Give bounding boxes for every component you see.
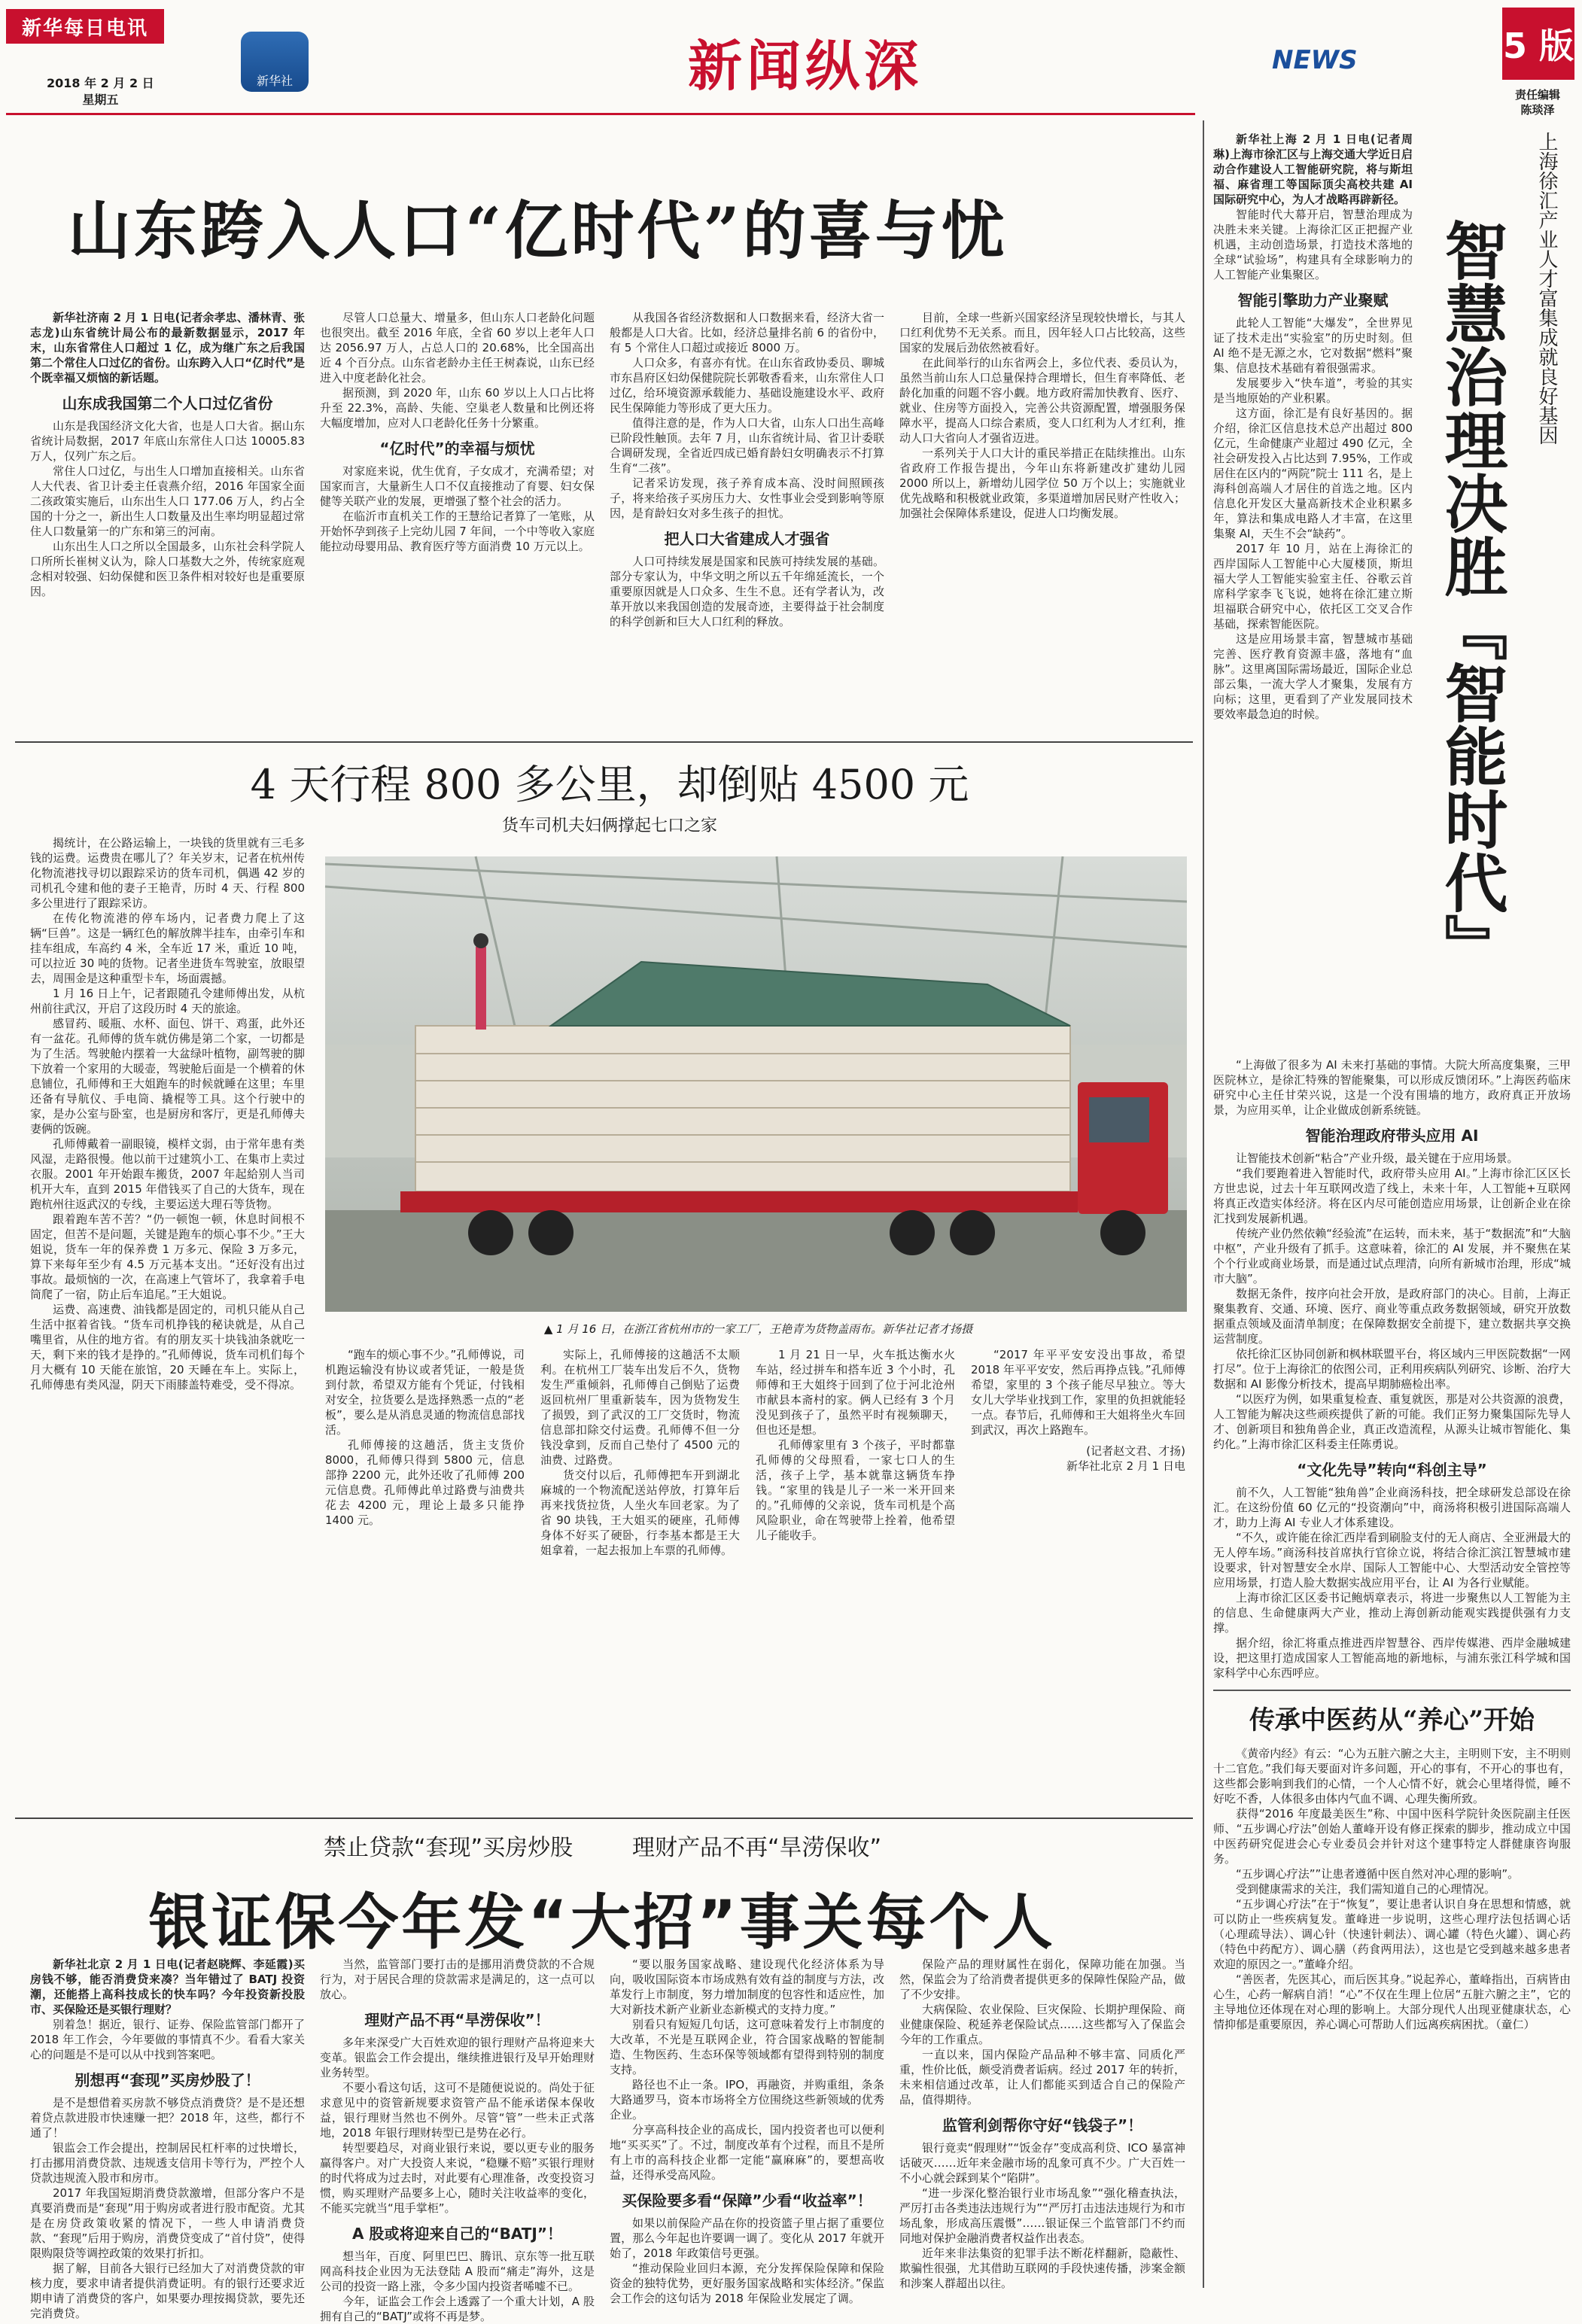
news-logo-text: NEWS bbox=[1272, 45, 1358, 75]
sidebar-para: “五步调心疗法”在于“恢复”，要让患者认识自身在思想和情感，就可以防止一些疾病复发。董峰进一步说明，这些心理疗法包括调心话（心理疏导法）、调心针（快速针刺法）、调心罐（特色火罐）、调心药（特色中药配方）、调心膳（药食两用法），这也是它受到越来越多患者欢迎的原因之一。”董峰介绍。 bbox=[1213, 1897, 1571, 1971]
article3-col2 bbox=[320, 1957, 595, 2323]
article2-para: 1 月 21 日一早，火车抵达衡水火车站，经过拼车和搭车近 3 个小时，孔师傅和王大姐终于回到了位于河北沧州市献县本斋村的家。俩人已经有 3 个月没见到孩子了，虽然平时有视频聊天，但也还是想。 bbox=[756, 1348, 955, 1437]
article1-sub3: 把人口大省建成人才强省 bbox=[664, 530, 830, 548]
article2-para: 实际上，孔师傅接的这趟活不太顺利。在杭州工厂装车出发后不久，货物发生严重倾斜，孔师傅自己倒贴了运费返回杭州厂里重新装车，因为货物发生了损毁，到了武汉的工厂交货时，物流信息部扣除交付运费。孔师傅不但一分钱没拿到，反而自己垫付了 4500 元的油费、过路费。 bbox=[540, 1348, 740, 1467]
article3-lead: 新华社北京 2 月 1 日电(记者赵晓辉、李延霞)买房钱不够，能否消费贷来凑？当年错过了 BATJ 投资潮，还能搭上高科技成长的快车吗？今年投资新投股市、买保险还是买银行理财？ bbox=[30, 1957, 305, 2016]
article2-para: 孔师傅家里有 3 个孩子，平时都靠孔师傅的父母照看，一家七口人的生活，孩子上学，基本就靠这辆货车挣钱。“家里的钱是儿子一米一米开回来的。”孔师傅的父亲说，货车司机是个高风险职业，命在驾驶带上拴着，他希望儿子能收手。 bbox=[756, 1438, 955, 1542]
sidebar-para: 让智能技术创新“粘合”产业升级，最关键在于应用场景。 bbox=[1236, 1151, 1519, 1165]
sidebar-headline: 智慧治理决胜『智能时代』 bbox=[1434, 218, 1509, 977]
article3-para: 银监会工作会提出，控制居民杠杆率的过快增长，打击挪用消费贷款、违规透支信用卡等行为，严控个人贷款违规流入股市和房市。 bbox=[30, 2141, 305, 2185]
article3-para: 近年来非法集资的犯罪手法不断花样翻新，隐蔽性、欺骗性很强，尤其借助互联网的手段快速传播，涉案金额和涉案人群超出以往。 bbox=[899, 2246, 1185, 2290]
article3-para: 当然，监管部门要打击的是挪用消费贷款的不合规行为，对于居民合理的贷款需求是满足的，这一点可以放心。 bbox=[320, 1957, 595, 2001]
sidebar-para: 智能时代大幕开启，智慧治理成为决胜未来关键。上海徐汇区正把握产业机遇，主动创造场景，打造技术落地的全球“试验场”，构建具有全球影响力的人工智能产业集聚区。 bbox=[1213, 208, 1413, 281]
article3-col4 bbox=[899, 1957, 1185, 2288]
sidebar-para: “上海做了很多为 AI 未来打基础的事情。大院大所高度集聚，三甲医院林立，是徐汇特殊的智能聚集，可以形成反馈闭环。”上海医药临床研究中心主任甘荣兴说，这是一个没有围墙的地方，政府真正开放场景，为应用买单，让企业做成创新系统链。 bbox=[1213, 1058, 1571, 1117]
article1-para: 常住人口过亿，与出生人口增加直接相关。山东省人大代表、省卫计委主任袁燕介绍，2016 年国家全面二孩政策实施后，山东出生人口 177.06 万人，约占全国的十分之一，新出生人口数量及出生率均明显超过常住人口数量第一的广东和第三的河南。 bbox=[30, 464, 305, 538]
sidebar-sub2: 智能治理政府带头应用 AI bbox=[1305, 1127, 1479, 1145]
article1-lead: 新华社济南 2 月 1 日电(记者余孝忠、潘林青、张志龙)山东省统计局公布的最新数据显示，2017 年末，山东省常住人口超过 1 亿，成为继广东之后我国第二个常住人口过亿的省份。山东跨入人口“亿时代”是个既幸福又烦恼的新话题。 bbox=[30, 311, 305, 385]
article3-para: 想当年，百度、阿里巴巴、腾讯、京东等一批互联网高科技企业因为无法登陆 A 股而“痛走”海外，这是公司的投资一路上涨，令多少国内投资者唏嘘不已。 bbox=[320, 2249, 595, 2293]
sidebar-divider bbox=[1203, 120, 1204, 2288]
sidebar-para: 受到健康需求的关注，我们需知道自己的心理情况。 bbox=[1236, 1882, 1496, 1896]
worker-figure bbox=[476, 947, 486, 1030]
sidebar-para: 数据无条件，按序向社会开放，是政府部门的决心。目前，上海正聚集教育、交通、环境、医疗、商业等重点政务数据领域，研究开放数据重点领域及面清单制度；在保障数据安全前提下，建立数据共享交换运营制度。 bbox=[1213, 1287, 1571, 1346]
article1-para: 人口可持续发展是国家和民族可持续发展的基础。部分专家认为，中华文明之所以五千年绵延流长，一个重要原因就是人口众多、生生不息。还有学者认为，改革开放以来我国创造的发展奇迹，主要得益于社会制度的科学创新和巨大人口红利的释放。 bbox=[610, 555, 884, 628]
article3-col3 bbox=[610, 1957, 884, 2305]
sidebar-lead: 新华社上海 2 月 1 日电(记者周琳)上海市徐汇区与上海交通大学近日启动合作建设人工智能研究院，将与斯坦福、麻省理工等国际顶尖高校共建 AI 国际研究中心，为人才战略再辟新径。 bbox=[1213, 132, 1413, 206]
sidebar-col-top bbox=[1213, 132, 1413, 1054]
sidebar-para: “五步调心疗法””让患者遵循中医自然对冲心理的影响”。 bbox=[1236, 1867, 1520, 1881]
article1-para: 人口众多，有喜亦有忧。在山东省政协委员、聊城市东昌府区妇幼保健院院长郭敬香看来，山东常住人口过亿，给环境资源承载能力、基础设施建设水平、政府民生保障能力等形成了更大压力。 bbox=[610, 356, 884, 415]
article3-para: 一直以来，国内保险产品品种不够丰富、同质化严重，性价比低，颇受消费者诟病。经过 2017 年的转折，未来相信通过改革，让人们都能买到适合自己的保险产品，值得期待。 bbox=[899, 2048, 1185, 2107]
sidebar-para: 依托徐汇区协同创新和枫林联盟平台，将区域内三甲医院数据“一网打尽”。位于上海徐汇的依图公司，正利用疾病队列研究、诊断、治疗大数据和 AI 影像分析技术，提高早期肺癌检出率。 bbox=[1213, 1347, 1571, 1391]
page-number-box: 5 版 bbox=[1502, 8, 1574, 80]
article2-para: 货交付以后，孔师傅把车开到湖北麻城的一个物流配送站停放，打算年后再来找货拉货，人坐火车回老家。为了省 90 块钱，王大姐买的硬座，孔师傅身体不好买了硬卧，行李基本都是王大姐拿着，一起去报加上车票的孔师傅。 bbox=[540, 1468, 740, 1557]
xinhua-logo bbox=[241, 32, 309, 92]
sidebar-kicker: 上海徐汇产业人才富集成就良好基因 bbox=[1535, 132, 1558, 445]
article3-para: 2017 年我国短期消费贷款激增，但部分客户不是真要消费而是“套现”用于购房或者进行股市配资。尤其是在房贷政策收紧的情况下，一些人申请消费贷款、“套现”后用于购房，消费贷变成了“首付贷”，使得限购限贷等调控政策的效果打折扣。 bbox=[30, 2186, 305, 2260]
article1-headline: 山东跨入人口“亿时代”的喜与忧 bbox=[68, 193, 1008, 268]
article1-para: 对家庭来说，优生优育，子女成才，充满希望；对国家而言，大量新生人口不仅直接推动了育婴、妇女保健等关联产业的发展，更增强了整个社会的活力。 bbox=[320, 464, 595, 508]
xinhua-logo-text: 新华社 bbox=[256, 74, 293, 88]
article2-para: 孔师傅戴着一副眼镜，模样文弱，由于常年患有类风湿，走路很慢。他以前干过建筑小工、在集市上卖过衣服。2001 年开始跟车搬货，2007 年起給别人当司机开大车，直到 2015 年借钱买了自己的大货车，现在跑杭州往返武汉的专线，主要运送大理石等货物。 bbox=[30, 1137, 305, 1211]
article3-para: “要以服务国家战略、建设现代化经济体系为导向，吸收国际资本市场成熟有效有益的制度与方法，改革发行上市制度，努力增加制度的包容性和适应性，加大对新技术新产业新业态新模式的支持力度。” bbox=[610, 1957, 884, 2016]
article1-para: 在临沂市直机关工作的王慧给记者算了一笔账，从开始怀孕到孩子上完幼儿园 7 年间，一个中等收入家庭能拉动母婴用品、教育医疗等方面消费 10 万元以上。 bbox=[320, 510, 595, 553]
article1-para: 从我国各省经济数据和人口数据来看，经济大省一般都是人口大省。比如，经济总量排名前 6 的省份中，有 5 个常住人口超过或接近 8000 万。 bbox=[610, 311, 884, 354]
sidebar-para: 前不久，人工智能“独角兽”企业商汤科技，把全球研发总部设在徐汇。在这纷份值 60 亿元的“投资潮向”中，商汤将积极引进国际高端人才，助力上海 AI 专业人才体系建设。 bbox=[1213, 1486, 1571, 1529]
article1-para: 尽管人口总量大、增量多，但山东人口老龄化问题也很突出。截至 2016 年底，全省 60 岁以上老年人口达 2056.97 万人，占总人口的 20.68%，比全国高出近 4 个百分点。山东省老龄办主任王树森说，山东已经进入中度老龄化社会。 bbox=[320, 311, 595, 385]
article2-col1 bbox=[30, 835, 305, 1810]
article2-para: 在传化物流港的停车场内，记者费力爬上了这辆“巨兽”。这是一辆红色的解放牌半挂车，由牵引车和挂车组成，车高约 4 米，全车近 17 米，重近 10 吨，可以拉近 30 吨的货物。记者坐进货车驾驶室，放眼望去，周围金是这种重型卡车，场面震撼。 bbox=[30, 911, 305, 985]
issue-weekday: 星期五 bbox=[82, 93, 119, 107]
sidebar-sub3: “文化先导”转向“科创主导” bbox=[1297, 1461, 1487, 1479]
article1-col1 bbox=[30, 310, 305, 732]
article2-para: “2017 年平平安安没出事故，希望 2018 年平平安安，然后再挣点钱。”孔师傅希望，家里的 3 个孩子能尽早独立。等大女儿大学毕业找到工作，家里的负担就能轻一点。春节后，孔师傅和王大姐将坐火车回到武汉，再次上路跑车。 bbox=[971, 1348, 1186, 1437]
article2-col4 bbox=[756, 1347, 955, 1810]
article3-kicker-right: 理财产品不再“旱涝保收” bbox=[632, 1835, 882, 1861]
sidebar-para: 2017 年 10 月，站在上海徐汇的西岸国际人工智能中心大厦楼顶，斯坦福大学人工智能实验室主任、谷歌云首席科学家李飞飞说，她将在徐汇建立斯坦福联合研究中心，依托区工交叉合作基础，探索智能医院。 bbox=[1213, 542, 1413, 631]
article3-para: 是不是想借着买房款不够贷点消费贷？是不是还想着贷点款进股市快速赚一把？2018 年，这些，都行不通了！ bbox=[30, 2096, 305, 2140]
sidebar-para: “我们要跑着进入智能时代，政府带头应用 AI。”上海市徐汇区区长方世忠说，过去十年互联网改造了线上，未来十年，人工智能+互联网将真正改造实体经济。将在区内尽可能创造应用场景，让创新企业在徐汇找到发展新机遇。 bbox=[1213, 1167, 1571, 1225]
editor-label: 责任编辑 bbox=[1514, 88, 1560, 102]
article1-sub2: “亿时代”的幸福与烦忧 bbox=[379, 440, 535, 458]
article-divider bbox=[15, 1818, 1193, 1819]
sidebar-sub1: 智能引擎助力产业聚赋 bbox=[1237, 291, 1389, 309]
worker-head bbox=[473, 933, 488, 948]
article1-col4 bbox=[899, 310, 1185, 732]
article3-sub2: 理财产品不再“旱涝保收”！ bbox=[364, 2011, 550, 2029]
sidebar-para: 发展要步入“快车道”，考验的其实是当地原始的产业积累。 bbox=[1213, 376, 1413, 405]
article3-para: 如果以前保险产品在你的投资篮子里占据了重要位置，那么今年起也许要调一调了。变化从 2017 年就开始了，2018 年政策信号更强。 bbox=[610, 2216, 884, 2260]
sidebar-para: “善医者，先医其心，而后医其身。”说起养心，董峰指出，百病皆由心生，心药一解病自消！“心”不仅在生理上位居“五脏六腑之主”，它的主导地位还体现在对心理的影响上。大部分现代人出现亚健康状态，心情抑郁是重要原因，养心调心可帮助人们远离疾病困扰。（童仁） bbox=[1213, 1973, 1571, 2031]
truck-window bbox=[1089, 1097, 1149, 1142]
truck-photo-image bbox=[325, 856, 1187, 1312]
sidebar-para: 上海市徐汇区区委书记鲍炳章表示，将进一步聚焦以人工智能为主的信息、生命健康两大产业，推动上海创新动能观实践提供强有力支撑。 bbox=[1213, 1591, 1571, 1635]
article1-sub1: 山东成我国第二个人口过亿省份 bbox=[62, 394, 273, 412]
sidebar-col-bottom bbox=[1213, 1746, 1571, 2288]
article2-headline: 4 天行程 800 多公里，却倒贴 4500 元 bbox=[250, 761, 969, 808]
article2-col3 bbox=[540, 1347, 740, 1810]
article3-para: 今年，证监会工作会上透露了一个重大计划，A 股拥有自己的“BATJ”或将不再是梦。 bbox=[320, 2295, 595, 2323]
article2-para: 跟着跑车苦不苦？“仍一顿饱一顿，休息时间根不固定，但苦不是问题，关键是跑车的烦心事不少。”王大姐说，货车一年的保养费 1 万多元、保险 3 万多元，算下来每年至少有 4.5 万元基本支出。“还好没有出过事故。最烦恼的一次，在高速上气管坏了，我拿着手电筒爬了一宿，防止后车追尾。”王大姐说。 bbox=[30, 1212, 305, 1301]
article3-para: 多年来深受广大百姓欢迎的银行理财产品将迎来大变革。银监会工作会提出，继续推进银行及早开始理财业务转型。 bbox=[320, 2036, 595, 2079]
article3-kicker-left: 禁止贷款“套现”买房炒股 bbox=[324, 1835, 573, 1861]
article1-para: 目前，全球一些新兴国家经济呈现较快增长，与其人口红利优势不无关系。而且，因年轻人口占比较高，这些国家的发展后劲依然被看好。 bbox=[899, 311, 1185, 354]
article1-col3 bbox=[610, 310, 884, 732]
sidebar-para: 《黄帝内经》有云：“心为五脏六腑之大主，主明则下安，主不明则十二官危。”我们每天要面对许多问题，开心的事有，不开心的事也有，这些都会影响到我们的心情，一个人心情不好，就会心里堵得慌，睡不好吃不香，人体很多由体内气血不调、心理失衡所致。 bbox=[1213, 1747, 1571, 1805]
photo-caption: ▲ 1 月 16 日，在浙江省杭州市的一家工厂，王艳青为货物盖雨布。新华社记者才扬摄 bbox=[543, 1322, 973, 1336]
article3-para: 银行竟卖“假理财”“饭金存”变成高利贷、ICO 暴富神话破灭……近年来金融市场的乱象可真不少。广大百姓一不小心就会踩到某个“陷阱”。 bbox=[899, 2141, 1185, 2185]
article3-para: 分享高科技企业的高成长，国内投资者也可以便利地“买买买”了。不过，制度改革有个过程，而且不是所有上市的高科技企业都一定能“赢麻麻”的，要想高收益，还得承受高风险。 bbox=[610, 2123, 884, 2182]
article2-para: “跑车的烦心事不少。”孔师傅说，司机跑运输没有协议或者凭证，一般是货到付款，希望双方能有个凭证，付钱相对安全，拉货要么是选择熟悉一点的“老板”，要么是从消息灵通的物流信息部找活。 bbox=[325, 1348, 525, 1437]
editor-block bbox=[1504, 87, 1571, 117]
article1-para: 山东是我国经济文化大省，也是人口大省。据山东省统计局数据，2017 年底山东常住人口达 10005.83 万人，仅列广东之后。 bbox=[30, 419, 305, 463]
sidebar-para: 传统产业仍然依赖“经验流”在运转，而未来，基于“数据流”和“大脑中枢”，产业升级有了抓手。这意味着，徐汇的 AI 发展，并不聚焦在某个个行业或商业场景，而是通过试点理清，向所有新城市治理，形成“城市大脑”。 bbox=[1213, 1227, 1571, 1285]
article3-para: 转型要趋尽，对商业银行来说，要以更专业的服务赢得客户。对广大投资人来说，“稳赚不赔”买银行理财的时代将成为过去时，对此要有心理准备，改变投资习惯，购买理财产品要多上心，随时关注收益率的变化，不能买完就当“甩手掌柜”。 bbox=[320, 2141, 595, 2215]
article3-para: 不要小看这句话，这可不是随便说说的。尚处于征求意见中的资管新规要求资管产品不能承诺保本保收益，银行理财当然也不例外。尽管“管”一些未正式落地，2018 年银行理财转型已是势在必行。 bbox=[320, 2081, 595, 2140]
issue-date-block bbox=[47, 75, 154, 108]
article3-para: 保险产品的理财属性在弱化，保障功能在加强。当然，保监会为了给消费者提供更多的保障性保险产品，做了不少安排。 bbox=[899, 1957, 1185, 2001]
article3-sub1: 别想再“套现”买房炒股了！ bbox=[75, 2071, 260, 2089]
article2-col2 bbox=[325, 1347, 525, 1810]
article2-byline: (记者赵文君、才扬) bbox=[1086, 1444, 1185, 1458]
article3-para: 据了解，目前各大银行已经加大了对消费贷款的审核力度，要求申请者提供消费证明。有的银行还要求近期申请了消费贷的客户，如果要办理按揭贷款，要先还完消费贷。 bbox=[30, 2262, 305, 2320]
sidebar-para: “不久，或许能在徐汇西岸看到刷脸支付的无人商店、全亚洲最大的无人停车场。”商汤科技首席执行官徐立说，将结合徐汇滨江智慧城市建设要求，针对智慧安全水岸、国际人工智能中心、大型活动安全管控等应用场景，打造人脸大数据实战应用平台，让 AI 为各行业赋能。 bbox=[1213, 1531, 1571, 1589]
sidebar-para: 这方面，徐汇是有良好基因的。据介绍，徐汇区信息技术总产出超过 800 亿元，生命健康产业超过 490 亿元，全社会研发投入占比达到 7.95%，工作或居住在区内的“两院”院士 111 名，是上海科创高端人才居住的首选之地。区内信息化开发区大量高新技术企业积累多年，算法和集成电路人才丰富，在这里集聚 AI，天生不会“缺药”。 bbox=[1213, 406, 1413, 540]
article3-para: “进一步深化整治银行业市场乱象”“强化稽查执法，严厉打击各类违法违规行为”“严厉打击违法违规行为和市场乱象，形成高压震慑”……银证保三个监管部门不约而同地对保护金融消费者权益作出表态。 bbox=[899, 2186, 1185, 2245]
article3-sub5: 监管利剑帮你守好“钱袋子”！ bbox=[942, 2116, 1143, 2134]
article2-para: 运费、高速费、油钱都是固定的，司机只能从自己生活中抠着省钱。“货车司机挣钱的秘诀就是，从自己嘴里省，从住的地方省。有的朋友买十块钱油条就吃一天，剩下来的钱才是挣的。”孔师傅说，货车司机们每个月大概有 10 天能在旅馆，20 天睡在车上。实际上，孔师傅患有类风湿，阴天下雨膝盖特难受，受不得凉。 bbox=[30, 1303, 305, 1392]
section-title: 新闻纵深 bbox=[687, 34, 923, 98]
article3-col1 bbox=[30, 1957, 305, 2320]
sidebar-para: 这是应用场景丰富，智慧城市基础完善、医疗教育资源丰盛，落地有“血脉”。这里离国际需场最近，国际企业总部云集，一流大学人才聚集，发展有方向标；这里，更看到了产业发展同技术要效率最急迫的时候。 bbox=[1213, 632, 1413, 721]
sidebar-s2-headline: 传承中医药从“养心”开始 bbox=[1249, 1705, 1535, 1735]
sidebar-col-mid bbox=[1213, 1057, 1571, 1678]
article3-sub4: 买保险要多看“保障”少看“收益率”！ bbox=[622, 2192, 872, 2210]
article2-dateline: 新华社北京 2 月 1 日电 bbox=[1066, 1459, 1185, 1473]
sidebar-para: 此轮人工智能“大爆发”，全世界见证了技术走出“实验室”的历史时刻。但 AI 绝不是无源之水，它对数据“燃料”聚集、信息技术基础有着很强需求。 bbox=[1213, 316, 1413, 375]
article3-para: 别着急！据近，银行、证券、保险监管部门都开了 2018 年工作会，今年要做的事情真不少。看看大家关心的问题是不是可以从中找到答案吧。 bbox=[30, 2018, 305, 2061]
article2-col5 bbox=[971, 1347, 1185, 1810]
article1-para: 在此间举行的山东省两会上，多位代表、委员认为，虽然当前山东人口总量保持合理增长，但生育率降低、老龄化加重的问题不容小觑。地方政府需加快教育、医疗、就业、住房等方面投入，完善公共资源配置，增强服务保障水平，提高人口综合素质，变人口红利为人才红利，推动人口大省向人才强省迈进。 bbox=[899, 356, 1185, 445]
article1-para: 山东出生人口之所以全国最多，山东社会科学院人口所所长崔树义认为，除人口基数大之外，传统家庭观念相对较强、妇幼保健和医卫条件相对较好也是重要原因。 bbox=[30, 540, 305, 598]
article3-sub3: A 股或将迎来自己的“BATJ”！ bbox=[352, 2225, 562, 2243]
sidebar-para: 据介绍，徐汇将重点推进西岸智慧谷、西岸传媒港、西岸金融城建设，把这里打造成国家人工智能高地的新地标，与浦东张江科学城和国家科学中心东西呼应。 bbox=[1213, 1636, 1571, 1680]
article3-headline: 银证保今年发“大招”事关每个人 bbox=[148, 1887, 1056, 1957]
article1-para: 据预测，到 2020 年，山东 60 岁以上人口占比将升至 22.3%，高龄、失能、空巢老人数量和比例还将大幅度增加，应对人口老龄化任务十分繁重。 bbox=[320, 386, 595, 430]
brand-masthead: 新华每日电讯 bbox=[6, 9, 164, 44]
article3-para: 别看只有短短几句话，这可意味着发行上市制度的大改革，不光是互联网企业，符合国家战略的智能制造、生物医药、生态环保等领域都有望得到特别的制度支持。 bbox=[610, 2018, 884, 2076]
article1-para: 值得注意的是，作为人口大省，山东人口出生高峰已阶段性触顶。去年 7 月，山东省统计局、省卫计委联合调研发现，全省近四成已婚育龄妇女明确表示不打算生育“二孩”。 bbox=[610, 416, 884, 475]
truck-photo bbox=[325, 856, 1187, 1312]
article-divider bbox=[15, 741, 1193, 743]
article2-subhead: 货车司机夫妇俩撑起七口之家 bbox=[501, 817, 717, 835]
article3-para: “推动保险业回归本源，充分发挥保险保障和保险资金的独特优势，更好服务国家战略和实体经济。”保监会工作会的这句话为 2018 年保险业发展定了调。 bbox=[610, 2262, 884, 2305]
issue-date: 2018 年 2 月 2 日 bbox=[47, 76, 154, 90]
article2-para: 1 月 16 日上午，记者跟随孔令建师傅出发，从杭州前往武汉，开启了这段历时 4 天的旅途。 bbox=[30, 987, 305, 1015]
sidebar-para: “以医疗为例，如果重复检查、重复就医，那是对公共资源的浪费，人工智能为解决这些顽疾提供了新的可能。我们正努力聚集国际先导人才、创新项目和独角兽企业，真正改造流程，从源头让城市智能化、集约化。”上海市徐汇区科委主任陈勇说。 bbox=[1213, 1392, 1571, 1451]
article2-para: 感冒药、暖瓶、水杯、面包、饼干、鸡蛋，此外还有一盆花。孔师傅的货车就仿佛是第二个家，一切都是为了生活。驾驶舱内摆着一大盆绿叶植物，副驾驶的脚下放着一个家用的大暖壶，驾驶舱后面是一个横着的休息铺位，孔师傅和王大姐跑车的时候就睡在这里；车里还备有导航仪、手电筒、撬棍等工具。这个行驶中的家，是办公室与卧室，也是厨房和客厅，更是孔师傅夫妻俩的饭碗。 bbox=[30, 1017, 305, 1136]
news-logo bbox=[1272, 30, 1358, 90]
article1-para: 一系列关于人口大计的重民举措正在陆续推出。山东省政府工作报告提出，今年山东将新建改扩建幼儿园 2000 所以上，新增幼儿园学位 50 万个以上；实施就业优先战略和积极就业政策，多渠道增加居民财产性收入；加强社会保障体系建设，促进人口均衡发展。 bbox=[899, 446, 1185, 520]
sidebar-para: 获得“2016 年度最美医生”称、中国中医科学院针灸医院副主任医师、“五步调心疗法”创始人董峰开设有修正探索的脚步，推动成立中国中医药研究促进会心专业委员会并针对这个建事特定人群健康咨询服务。 bbox=[1213, 1807, 1571, 1866]
article1-para: 记者采访发现，孩子养育成本高、没时间照顾孩子，将来给孩子买房压力大、女性事业会受到影响等原因，是育龄妇女对多生孩子的担忧。 bbox=[610, 476, 884, 520]
article1-col2 bbox=[320, 310, 595, 732]
article2-para: 揭统计，在公路运输上，一块钱的货里就有三毛多钱的运费。运费贵在哪儿了？年关岁末，记者在杭州传化物流港找寻切以跟踪采访的货车司机，偶遇 42 岁的司机孔令建和他的妻子王艳青，历时 4 天、行程 800 多公里进行了跟踪采访。 bbox=[30, 836, 305, 910]
article2-para: 孔师傅接的这趟活，货主支货价 8000，孔师傅只得到 5800 元，信息部挣 2200 元，此外还收了孔师傅 200 元信息费。孔师傅此单过路费与油费共花去 4200 元，理论上最多只能挣 1400 元。 bbox=[325, 1438, 525, 1527]
editor-name: 陈琰泽 bbox=[1520, 103, 1555, 117]
article3-para: 大病保险、农业保险、巨灾保险、长期护理保险、商业健康保险、税延养老保险试点……这些都写入了保监会今年的工作重点。 bbox=[899, 2003, 1185, 2046]
sidebar-section-rule bbox=[1213, 1690, 1571, 1691]
trailer-bed bbox=[400, 1191, 1078, 1212]
masthead-rule bbox=[6, 113, 1195, 115]
article3-para: 路径也不止一条。IPO，再融资，并购重组，条条大路通罗马，资本市场将全方位围绕这些新领域的优秀企业。 bbox=[610, 2078, 884, 2122]
